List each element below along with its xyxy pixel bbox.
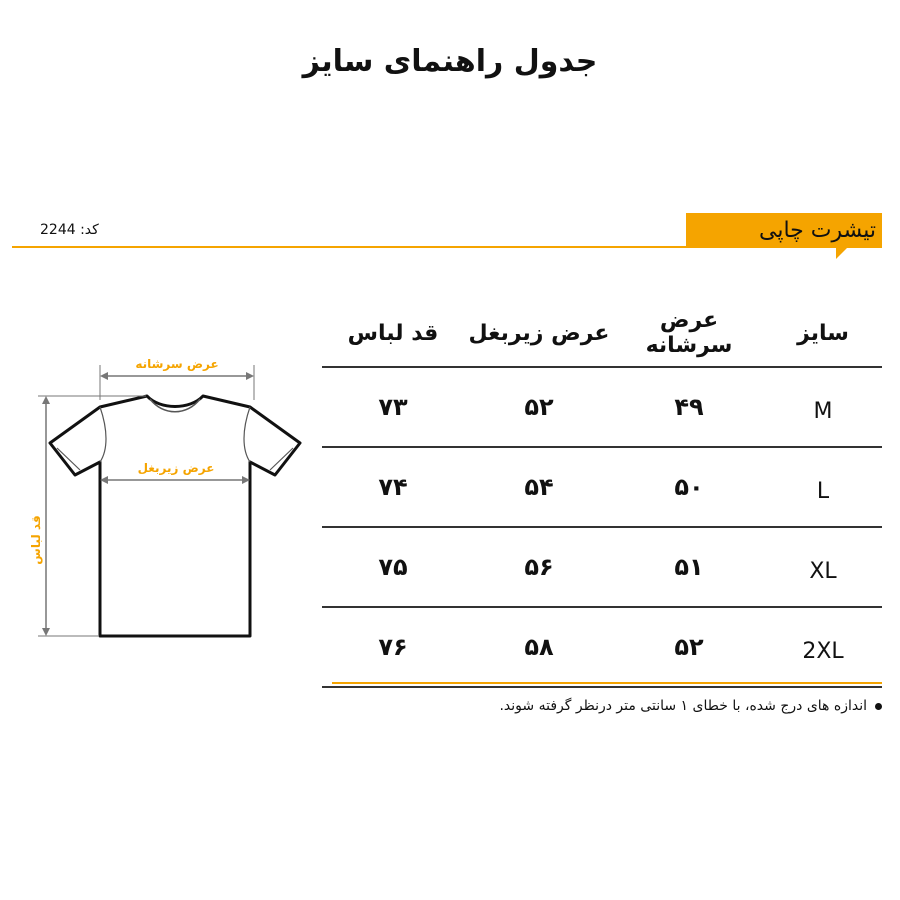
- chest-cell: ۵۴: [464, 447, 614, 527]
- size-cell: L: [764, 447, 882, 527]
- length-cell: ۷۴: [322, 447, 464, 527]
- length-cell: ۷۶: [322, 607, 464, 687]
- header-chest-width: عرض زیربغل: [464, 300, 614, 367]
- footnote: [499, 698, 882, 714]
- size-table: [322, 300, 882, 688]
- shoulder-cell: ۴۹: [614, 367, 764, 447]
- size-cell: XL: [764, 527, 882, 607]
- page-title: جدول راهنمای سایز: [302, 44, 598, 79]
- product-tab-pointer: [836, 248, 847, 259]
- chest-cell: ۵۶: [464, 527, 614, 607]
- size-cell: 2XL: [764, 607, 882, 687]
- header-divider: [12, 246, 882, 248]
- table-row: [322, 367, 882, 447]
- bullet-icon: [875, 703, 882, 710]
- tshirt-diagram: [0, 340, 320, 650]
- header-size: سایز: [764, 300, 882, 367]
- footer-divider: [332, 682, 882, 684]
- length-cell: ۷۵: [322, 527, 464, 607]
- chest-cell: ۵۸: [464, 607, 614, 687]
- shoulder-cell: ۵۰: [614, 447, 764, 527]
- shoulder-cell: ۵۱: [614, 527, 764, 607]
- footnote-text: اندازه های درج شده، با خطای ۱ سانتی متر درنظر گرفته شوند.: [499, 698, 867, 714]
- product-code: کد: 2244: [40, 222, 99, 238]
- table-row: [322, 607, 882, 687]
- length-cell: ۷۳: [322, 367, 464, 447]
- header-length: قد لباس: [322, 300, 464, 367]
- header-shoulder-width: عرض سرشانه: [614, 300, 764, 367]
- length-label: قد لباس: [29, 515, 43, 565]
- table-header-row: [322, 300, 882, 367]
- table-row: [322, 527, 882, 607]
- product-name-tab: تیشرت چاپی: [686, 213, 882, 248]
- tshirt-outline: [50, 396, 300, 636]
- table-row: [322, 447, 882, 527]
- chest-cell: ۵۲: [464, 367, 614, 447]
- size-cell: M: [764, 367, 882, 447]
- shoulder-cell: ۵۲: [614, 607, 764, 687]
- chest-width-label: عرض زیربغل: [137, 461, 215, 475]
- shoulder-width-label: عرض سرشانه: [135, 357, 219, 371]
